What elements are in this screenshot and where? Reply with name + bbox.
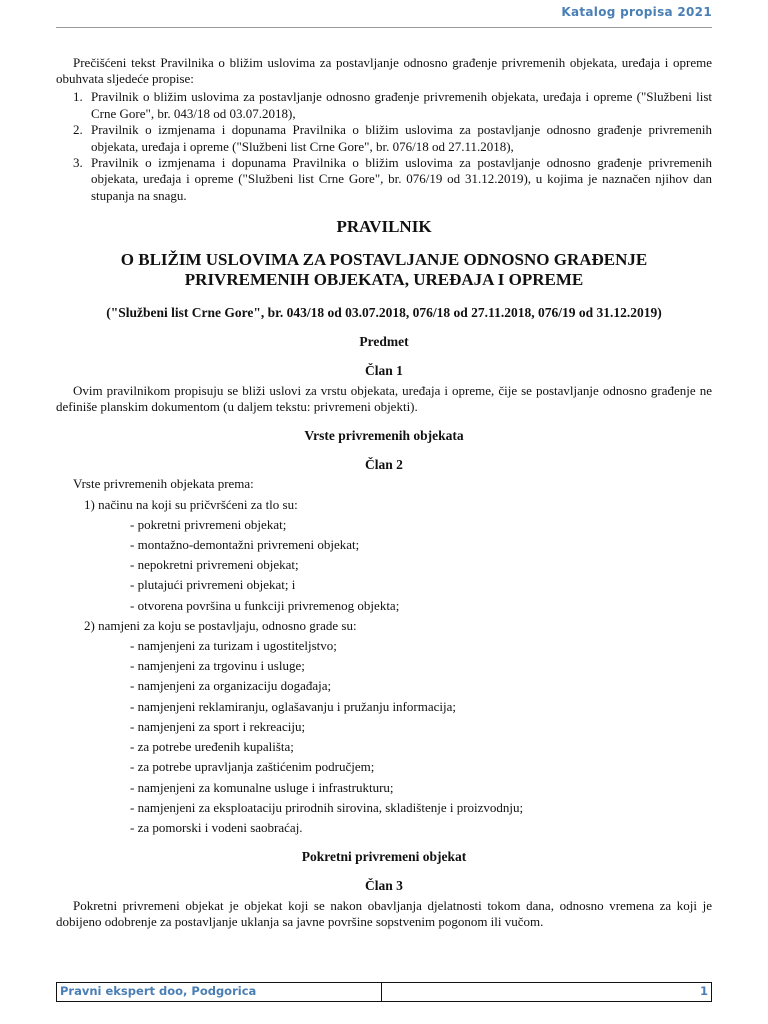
document-subtitle <box>56 250 712 290</box>
list-item: - namjenjeni za trgovinu i usluge; <box>130 658 305 674</box>
gazette-reference: ("Službeni list Crne Gore", br. 043/18 od 03.07.2018, 076/18 od 27.11.2018, 076/19 od 31.12.2019) <box>106 305 662 321</box>
list-item: - montažno-demontažni privremeni objekat; <box>130 537 360 553</box>
list-item: - za pomorski i vodeni saobraćaj. <box>130 819 303 835</box>
list-item: - namjenjeni za sport i rekreaciju; <box>130 718 306 734</box>
list-item: - pokretni privremeni objekat; <box>130 516 287 532</box>
subtitle-line-1: O BLIŽIM USLOVIMA ZA POSTAVLJANJE ODNOSNO GRAĐENJE <box>120 250 648 270</box>
header-rule <box>56 27 712 28</box>
section-heading-pokretni: Pokretni privremeni objekat <box>301 849 467 865</box>
list-item: - namjenjeni za organizaciju događaja; <box>130 678 332 694</box>
document-body <box>56 55 712 930</box>
intro-item-number: 2. <box>73 122 83 138</box>
article-1-text: Ovim pravilnikom propisuju se bliži uslovi za vrstu objekata, uređaja i opreme, čije se postavljanje odnosno građenje ne definiše planskim dokumentom (u daljem tekstu: privremeni objekti). <box>56 382 712 414</box>
list-item: - namjenjeni za komunalne usluge i infrastrukturu; <box>130 779 394 795</box>
list-item: - za potrebe upravljanja zaštićenim područjem; <box>130 759 375 775</box>
intro-list <box>56 89 712 203</box>
intro-item-text: Pravilnik o bližim uslovima za postavljanje odnosno građenje privremenih objekata, uređaja i opreme ("Službeni list Crne Gore", br. 043/18 od 03.07.2018), <box>91 89 712 121</box>
list-item: - za potrebe uređenih kupališta; <box>130 739 294 755</box>
intro-item <box>56 155 712 204</box>
intro-item <box>56 122 712 154</box>
section-heading-vrste: Vrste privremenih objekata <box>304 428 464 444</box>
list-item: - plutajući privremeni objekat; i <box>130 577 296 593</box>
page-footer <box>56 982 712 1002</box>
footer-publisher: Pravni ekspert doo, Podgorica <box>57 983 382 1001</box>
intro-item-number: 3. <box>73 155 83 171</box>
intro-item <box>56 89 712 121</box>
document-title: PRAVILNIK <box>336 216 432 236</box>
list-item: - namjenjeni reklamiranju, oglašavanju i pružanju informacija; <box>130 698 456 714</box>
article-heading-3: Član 3 <box>365 878 403 894</box>
intro-item-text: Pravilnik o izmjenama i dopunama Pravilnika o bližim uslovima za postavljanje odnosno građenje privremenih objekata, uređaja i opreme ("Službeni list Crne Gore", br. 076/19 od 31.12.2019), u kojima je naznačen njihov dan stupanja na snagu. <box>91 155 712 203</box>
section-heading-predmet: Predmet <box>359 334 409 350</box>
header-title: Katalog propisa 2021 <box>561 5 712 19</box>
list-item: - namjenjeni za eksploataciju prirodnih sirovina, skladištenje i proizvodnju; <box>130 799 524 815</box>
list-item: - nepokretni privremeni objekat; <box>130 557 299 573</box>
intro-item-text: Pravilnik o izmjenama i dopunama Pravilnika o bližim uslovima za postavljanje odnosno građenje privremenih objekata, uređaja i opreme ("Službeni list Crne Gore", br. 076/18 od 27.11.2018), <box>91 122 712 154</box>
list-item: - otvorena površina u funkciji privremenog objekta; <box>130 597 400 613</box>
list-item: - namjenjeni za turizam i ugostiteljstvo; <box>130 638 337 654</box>
subtitle-line-2: PRIVREMENIH OBJEKATA, UREĐAJA I OPREME <box>184 270 584 290</box>
category-1: 1) načinu na koji su pričvršćeni za tlo su: <box>84 496 298 512</box>
article-3-text: Pokretni privremeni objekat je objekat koji se nakon obavljanja djelatnosti tokom dana, odnosno vremena za koji je dobijeno odobrenje za postavljanje uklanja sa javne površine sopstvenim pogonom ili vučom. <box>56 897 712 929</box>
article-heading-1: Član 1 <box>365 363 403 379</box>
intro-item-number: 1. <box>73 89 83 105</box>
article-2-intro: Vrste privremenih objekata prema: <box>73 476 254 492</box>
page-number: 1 <box>699 984 708 998</box>
article-heading-2: Član 2 <box>365 457 403 473</box>
intro-text: Prečišćeni tekst Pravilnika o bližim uslovima za postavljanje odnosno građenje privremenih objekata, uređaja i opreme obuhvata sljedeće propise: <box>56 55 712 87</box>
category-2: 2) namjeni za koju se postavljaju, odnosno grade su: <box>84 617 357 633</box>
